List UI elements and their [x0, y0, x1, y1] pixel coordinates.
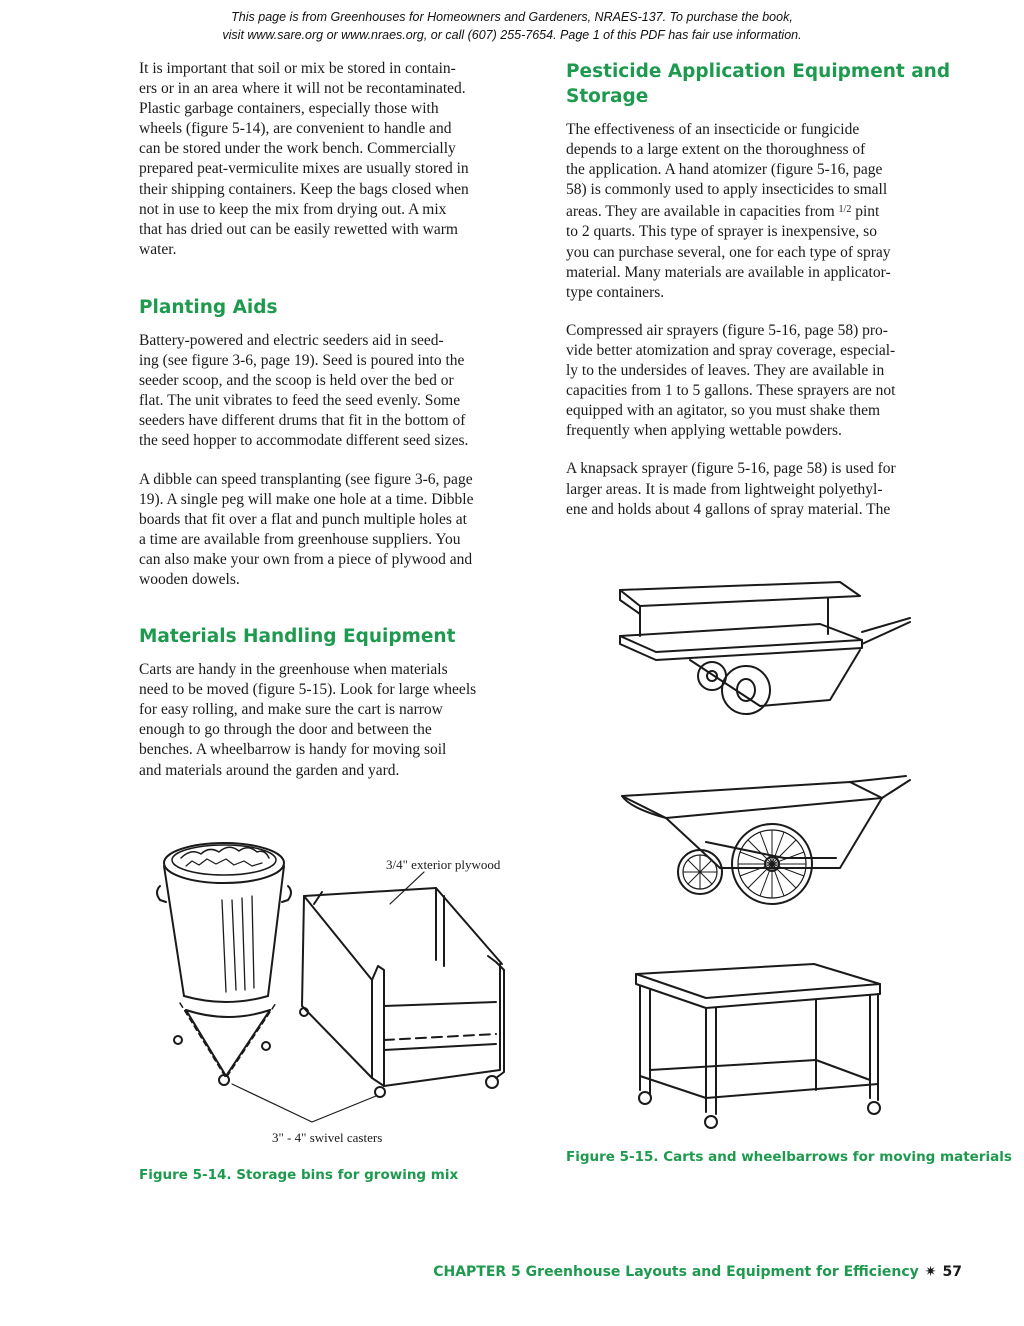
- garbage-can-drawing: [157, 843, 291, 1085]
- page-number: 57: [942, 1264, 962, 1280]
- text-line: boards that fit over a flat and punch multiple holes at: [139, 510, 467, 528]
- text-line: wooden dowels.: [139, 570, 240, 588]
- text-line: depends to a large extent on the thoroughness of: [566, 141, 866, 159]
- text-line: and materials around the garden and yard.: [139, 761, 400, 779]
- text-line: It is important that soil or mix be stored in contain-: [139, 60, 456, 77]
- text-line: flat. The unit vibrates to feed the seed evenly. Some: [139, 392, 461, 410]
- wheelbarrow-drawing: [622, 776, 910, 904]
- text-line: seeder scoop, and the scoop is held over the bed or: [139, 372, 454, 390]
- heading-text: Planting Aids: [139, 296, 278, 318]
- heading-text: Materials Handling Equipment: [139, 626, 456, 648]
- text-line: enough to go through the door and between the: [139, 721, 432, 739]
- text-line: A knapsack sprayer (figure 5-16, page 58) is used for: [566, 460, 896, 478]
- text-line: the seed hopper to accommodate different seed sizes.: [139, 432, 469, 450]
- text-span: areas. They are available in capacities from: [566, 203, 839, 221]
- text-line: wheels (figure 5-14), are convenient to handle and: [139, 120, 452, 138]
- asterisk-icon: ✷: [924, 1264, 937, 1280]
- text-line: water.: [139, 240, 177, 258]
- text-line: The effectiveness of an insecticide or fungicide: [566, 121, 860, 138]
- two-tier-cart-drawing: [620, 582, 910, 714]
- chapter-title: CHAPTER 5 Greenhouse Layouts and Equipment for Efficiency: [433, 1264, 919, 1280]
- plywood-bin-drawing: [300, 888, 504, 1097]
- text-line: can also make your own from a piece of plywood and: [139, 550, 473, 568]
- text-line: frequently when applying wettable powders.: [566, 422, 842, 440]
- text-line: Compressed air sprayers (figure 5-16, page 58) pro-: [566, 321, 888, 339]
- text-line: prepared peat-vermiculite mixes are usually stored in: [139, 160, 469, 178]
- text-line: the application. A hand atomizer (figure 5-16, page: [566, 161, 883, 179]
- heading-text: Storage: [566, 86, 649, 107]
- text-line: A dibble can speed transplanting (see figure 3-6, page: [139, 470, 473, 488]
- text-line: for easy rolling, and make sure the cart is narrow: [139, 701, 443, 719]
- page-footer: [433, 1264, 962, 1280]
- fraction: 1/2: [838, 204, 852, 216]
- text-line: benches. A wheelbarrow is handy for moving soil: [139, 741, 447, 759]
- text-line: vide better atomization and spray coverage, especial-: [566, 341, 896, 359]
- plywood-label: 3/4" exterior plywood: [386, 857, 501, 872]
- text-span: pint: [851, 203, 880, 221]
- text-line: not in use to keep the mix from drying out. A mix: [139, 200, 447, 218]
- text-line: 19). A single peg will make one hole at a time. Dibble: [139, 490, 474, 508]
- text-line: Battery-powered and electric seeders aid in seed-: [139, 331, 444, 349]
- text-line: their shipping containers. Keep the bags closed when: [139, 180, 469, 198]
- text-line: can be stored under the work bench. Commercially: [139, 140, 456, 158]
- text-line: material. Many materials are available in applicator-: [566, 263, 891, 281]
- notice-line: This page is from Greenhouses for Homeowners and Gardeners, NRAES-137. To purchase the book,: [231, 10, 793, 24]
- text-line: Carts are handy in the greenhouse when materials: [139, 661, 448, 679]
- text-line: seeders have different drums that fit in the bottom of: [139, 412, 466, 430]
- text-line: Plastic garbage containers, especially those with: [139, 100, 439, 118]
- text-line: type containers.: [566, 283, 665, 301]
- text-line: larger areas. It is made from lightweight polyethyl-: [566, 480, 883, 498]
- heading-text: Pesticide Application Equipment and: [566, 61, 951, 82]
- plywood-leader-line: [390, 872, 424, 904]
- text-line: equipped with an agitator, so you must shake them: [566, 402, 881, 420]
- text-line: to 2 quarts. This type of sprayer is inexpensive, so: [566, 223, 877, 241]
- text-line: ene and holds about 4 gallons of spray material. The: [566, 500, 891, 518]
- flat-cart-drawing: [636, 964, 880, 1128]
- text-line: ers or in an area where it will not be recontaminated.: [139, 80, 466, 98]
- figure-5-15-caption: Figure 5-15. Carts and wheelbarrows for moving materials: [566, 1149, 1012, 1165]
- text-line: ing (see figure 3-6, page 19). Seed is poured into the: [139, 352, 465, 370]
- figure-5-14-caption: Figure 5-14. Storage bins for growing mix: [139, 1167, 459, 1183]
- text-line: a time are available from greenhouse suppliers. You: [139, 530, 461, 548]
- text-line: capacities from 1 to 5 gallons. These sprayers are not: [566, 382, 896, 400]
- text-line: you can purchase several, one for each type of spray: [566, 243, 891, 261]
- casters-label: 3" - 4" swivel casters: [272, 1130, 383, 1145]
- text-line: need to be moved (figure 5-15). Look for large wheels: [139, 681, 477, 699]
- notice-line: visit www.sare.org or www.nraes.org, or call (607) 255-7654. Page 1 of this PDF has fair use information.: [222, 28, 802, 42]
- casters-leader-line: [232, 1084, 376, 1122]
- text-line: that has dried out can be easily rewetted with warm: [139, 220, 458, 238]
- text-line: ly to the undersides of leaves. They are available in: [566, 362, 885, 380]
- text-line: 58) is commonly used to apply insecticides to small: [566, 181, 888, 199]
